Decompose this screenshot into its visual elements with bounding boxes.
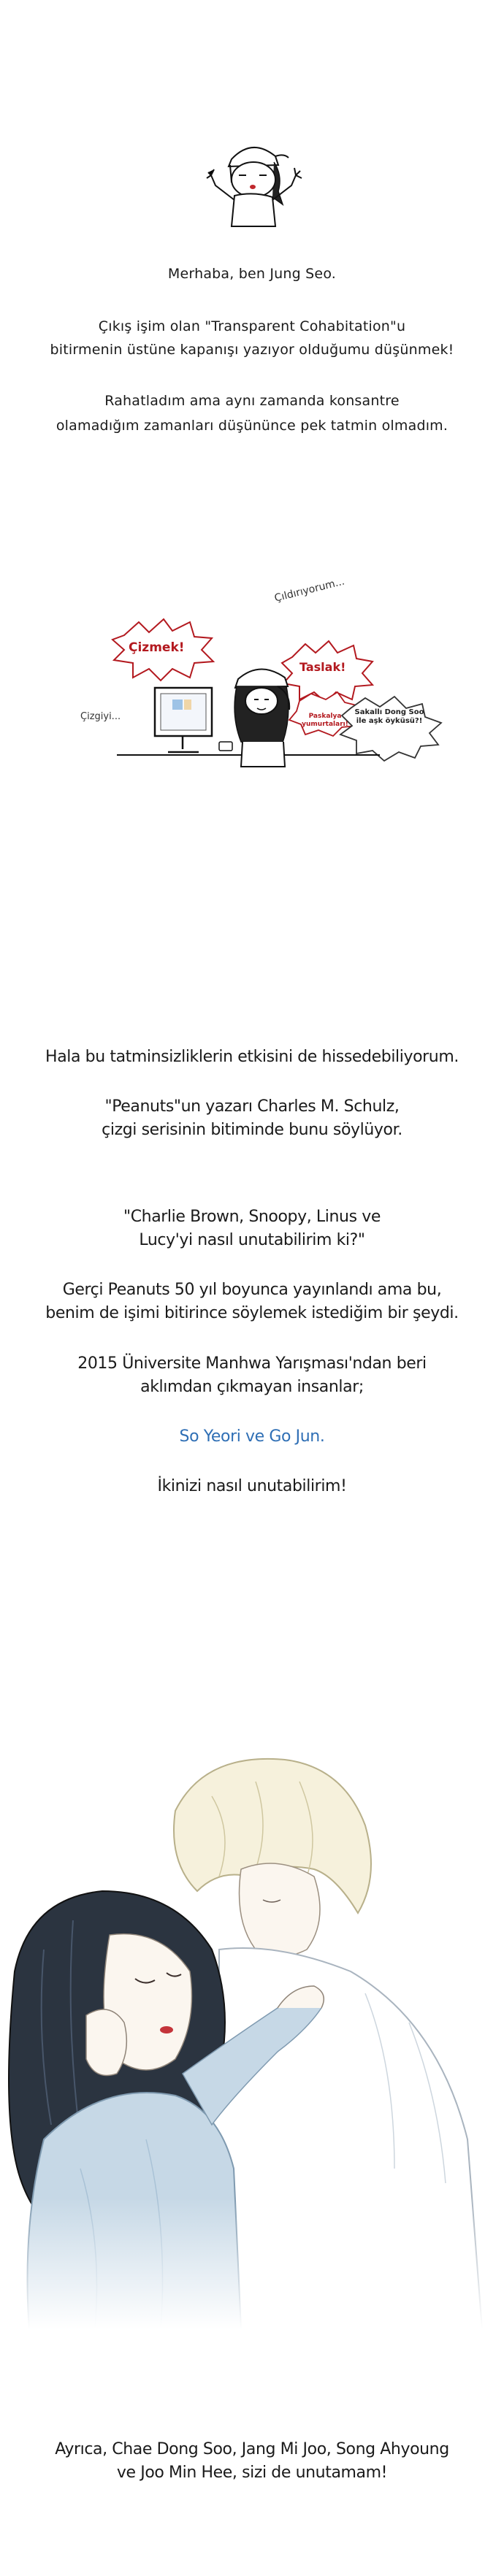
message-line: Gerçi Peanuts 50 yıl boyunca yayınlandı ama bu, xyxy=(62,1281,442,1299)
intro-text-line: Rahatladım ama aynı zamanda konsantre xyxy=(104,393,400,409)
message-line: çizgi serisinin bitiminde bunu söylüyor. xyxy=(102,1121,402,1139)
message-line: aklımdan çıkmayan insanlar; xyxy=(140,1378,364,1396)
message-line: "Peanuts"un yazarı Charles M. Schulz, xyxy=(104,1097,400,1116)
intro-greeting: Merhaba, ben Jung Seo. xyxy=(167,266,337,282)
mutter-text: Çıldırıyorum... xyxy=(273,575,346,605)
shout-bubble-dark-text: Sakallı Dong Soo ile aşk öyküsü?! xyxy=(354,708,424,725)
quote-line: "Charlie Brown, Snoopy, Linus ve xyxy=(123,1208,381,1226)
message-line: İkinizi nasıl unutabilirim! xyxy=(157,1477,347,1495)
message-line: benim de işimi bitirince söylemek istediğim bir şeydi. xyxy=(45,1304,459,1322)
message-line: Hala bu tatminsizliklerin etkisini de hissedebiliyorum. xyxy=(45,1048,459,1066)
couple-embrace-illustration xyxy=(0,1730,504,2329)
character-names-highlight: So Yeori ve Go Jun. xyxy=(179,1427,325,1446)
message-line: 2015 Üniversite Manhwa Yarışması'ndan beri xyxy=(77,1354,427,1373)
closing-line: Ayrıca, Chae Dong Soo, Jang Mi Joo, Song Ahyoung xyxy=(55,2440,449,2458)
shout-bubble-text: Taslak! xyxy=(299,660,346,674)
intro-text-line: bitirmenin üstüne kapanışı yazıyor olduğumu düşünmek! xyxy=(50,342,454,358)
quote-line: Lucy'yi nasıl unutabilirim ki?" xyxy=(139,1231,365,1249)
mutter-text: Çizgiyi... xyxy=(80,711,121,722)
author-avatar-illustration xyxy=(186,124,318,234)
shout-bubble-small-text: Paskalya yumurtaları! xyxy=(302,713,348,728)
intro-text-line: olamadığım zamanları düşününce pek tatmin olmadım. xyxy=(56,418,448,434)
shout-bubble-text: Çizmek! xyxy=(129,640,185,655)
closing-line: ve Joo Min Hee, sizi de unutamam! xyxy=(116,2464,388,2482)
intro-text-line: Çıkış işim olan "Transparent Cohabitation"u xyxy=(98,318,406,334)
author-at-computer-illustration xyxy=(73,577,467,796)
